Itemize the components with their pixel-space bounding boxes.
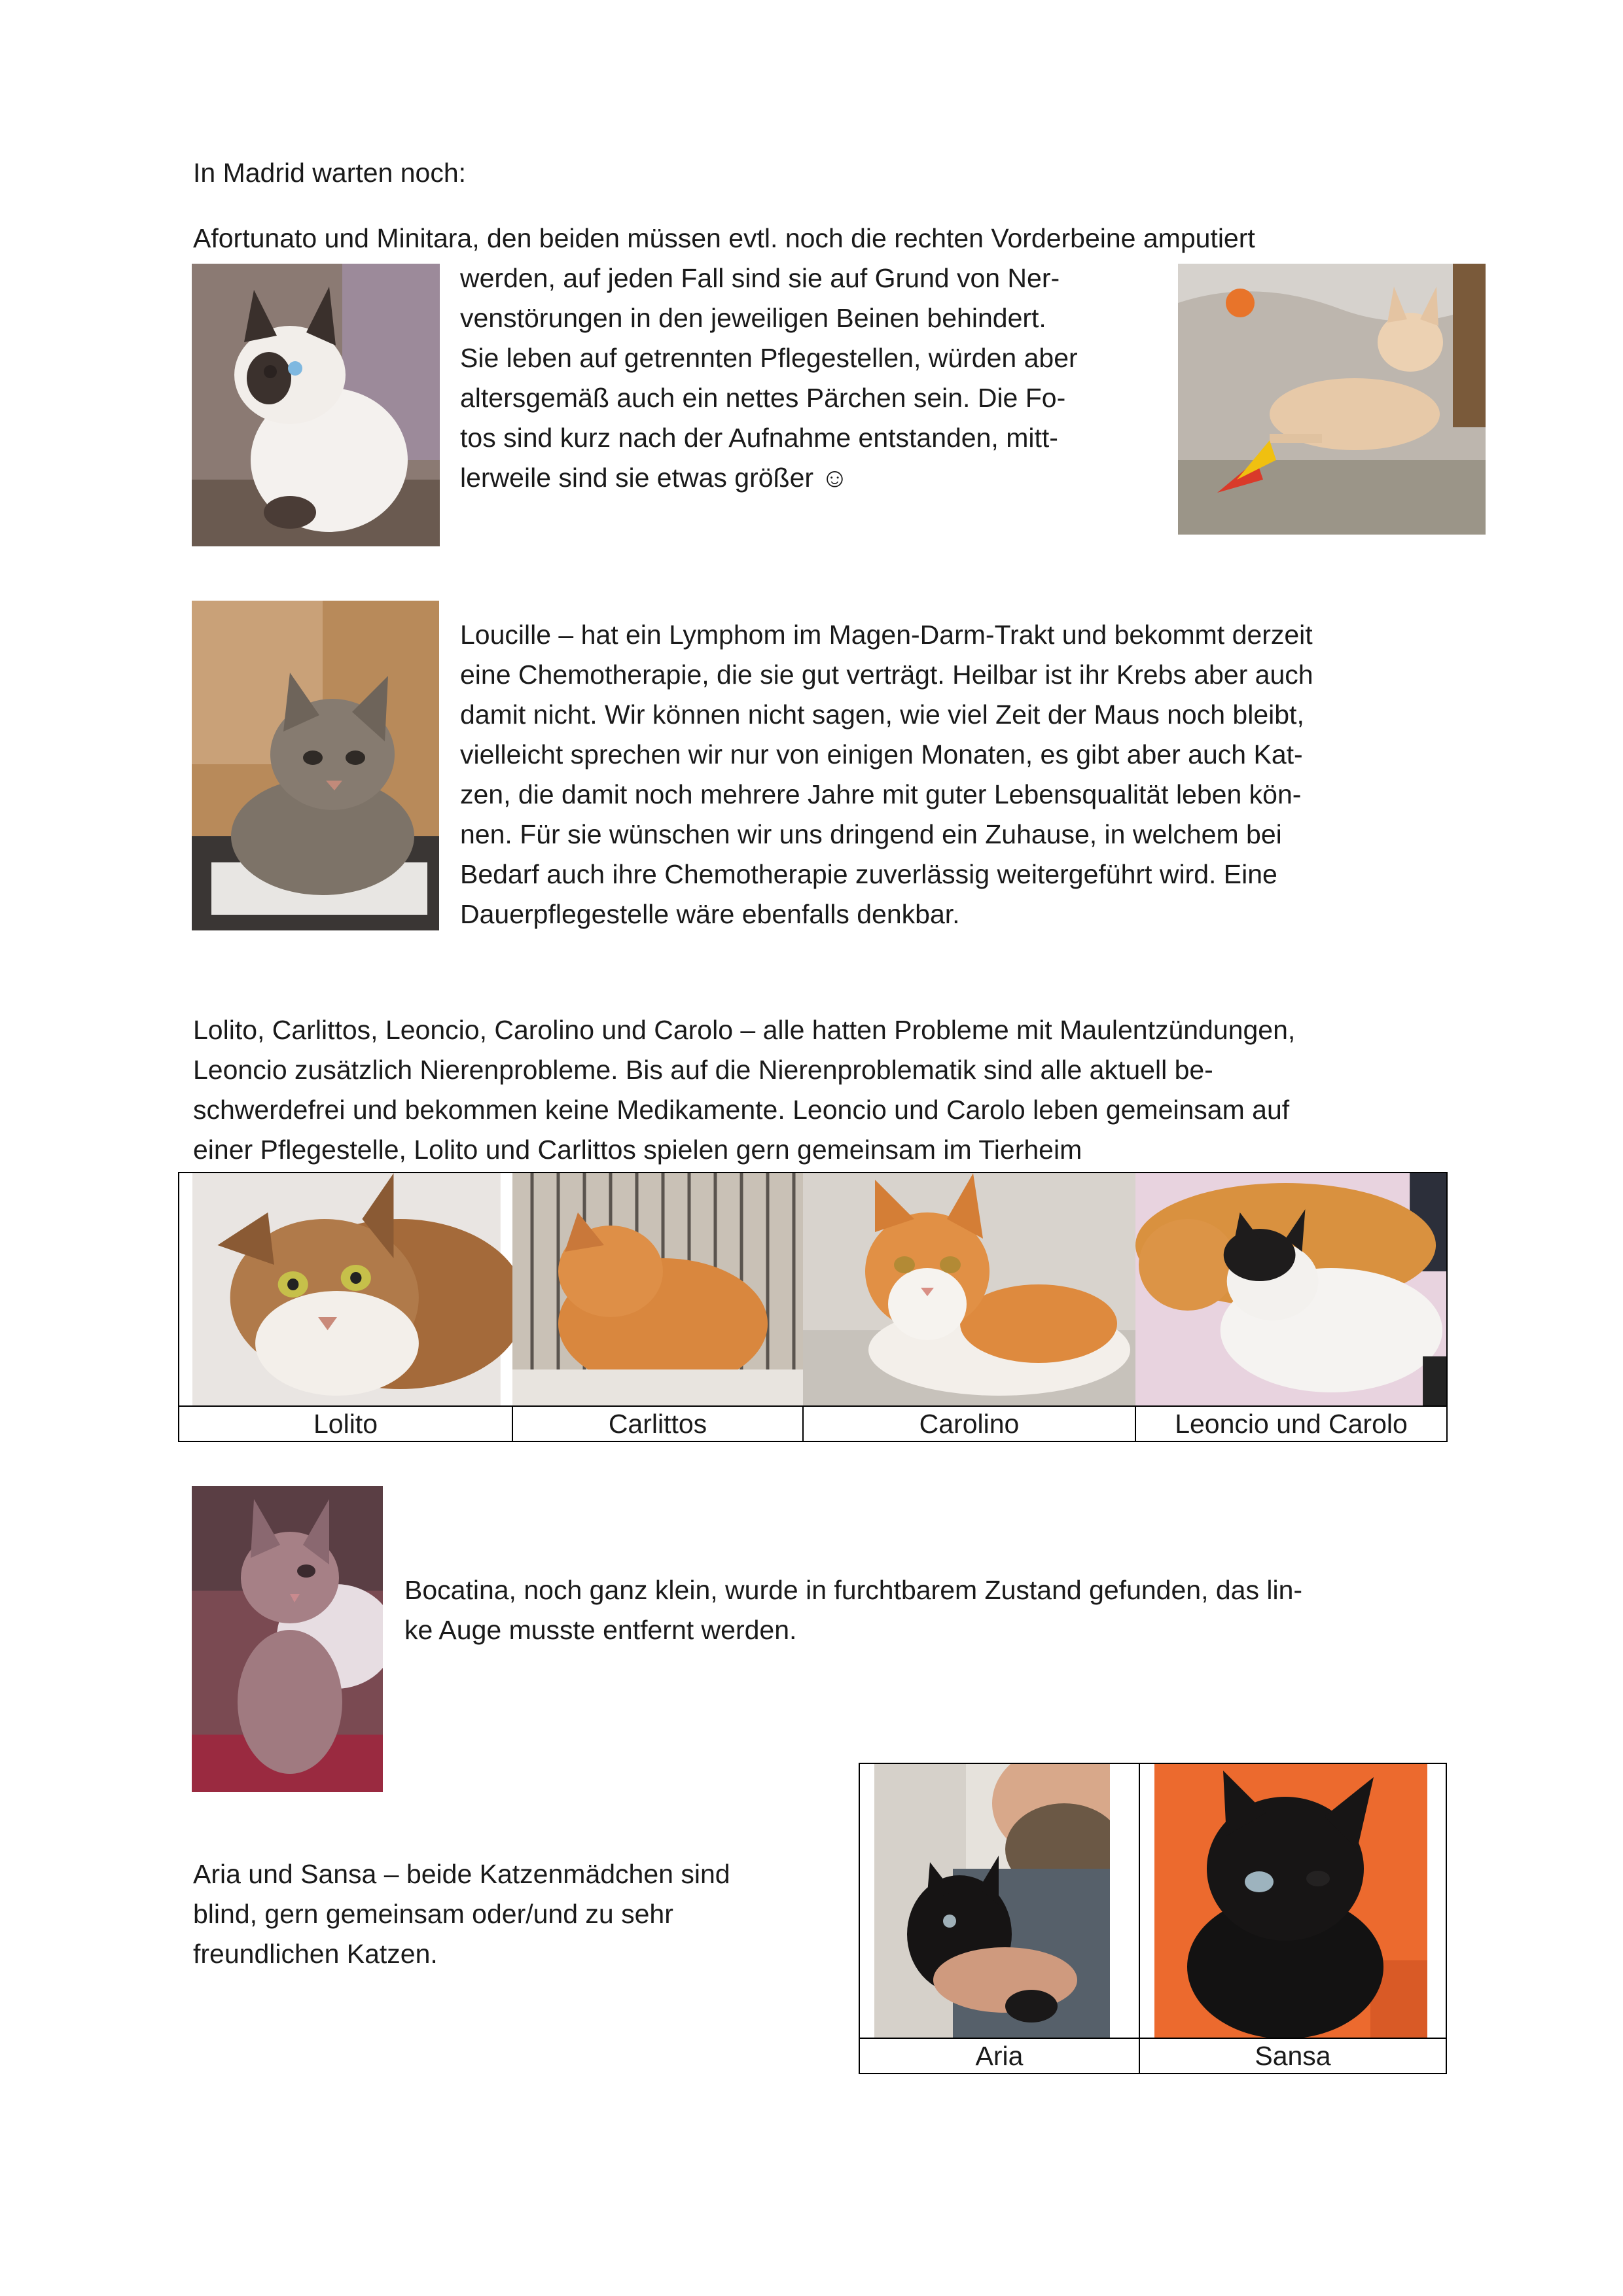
loucille-text-line: Dauerpflegestelle wäre ebenfalls denkbar.	[460, 899, 960, 929]
loucille-photo	[192, 601, 439, 930]
loucille-text-line: nen. Für sie wünschen wir uns dringend ein Zuhause, in welchem bei	[460, 819, 1282, 849]
leoncio-carolo-caption: Leoncio und Carolo	[1135, 1406, 1447, 1441]
leoncio-carolo-photo-cell	[1135, 1173, 1447, 1406]
loucille-text-line: damit nicht. Wir können nicht sagen, wie viel Zeit der Maus noch bleibt,	[460, 699, 1304, 730]
afortunato-photo	[192, 264, 440, 546]
bocatina-photo	[192, 1486, 383, 1792]
group-text-line: schwerdefrei und bekommen keine Medikamente. Leoncio und Carolo leben gemeinsam auf	[193, 1095, 1290, 1125]
loucille-text-line: eine Chemotherapie, die sie gut verträgt. Heilbar ist ihr Krebs aber auch	[460, 660, 1313, 690]
lolito-photo	[192, 1173, 513, 1405]
leoncio-carolo-photo	[1135, 1173, 1446, 1405]
bocatina-text-line: ke Auge musste entfernt werden.	[404, 1615, 797, 1645]
minitara-photo	[1178, 264, 1486, 535]
group-body	[193, 1010, 1502, 1170]
loucille-body	[460, 615, 1481, 934]
aria-sansa-photo-table	[859, 1763, 1447, 2074]
afortunato-body	[460, 258, 1147, 498]
aria-sansa-text-line: blind, gern gemeinsam oder/und zu sehr	[193, 1899, 673, 1929]
carlittos-photo-cell	[512, 1173, 803, 1406]
afortunato-text-line: tos sind kurz nach der Aufnahme entstanden, mitt-	[460, 423, 1058, 453]
carlittos-photo	[512, 1173, 803, 1405]
sansa-caption: Sansa	[1139, 2038, 1446, 2074]
bocatina-body	[404, 1570, 1452, 1650]
afortunato-text-line: altersgemäß auch ein nettes Pärchen sein. Die Fo-	[460, 383, 1066, 413]
loucille-text-line: vielleicht sprechen wir nur von einigen Monaten, es gibt aber auch Kat-	[460, 739, 1303, 769]
aria-caption: Aria	[859, 2038, 1139, 2074]
loucille-text-line: Loucille – hat ein Lymphom im Magen-Darm-Trakt und bekommt derzeit	[460, 620, 1313, 650]
lolito-photo-cell	[179, 1173, 512, 1406]
aria-sansa-text-line: freundlichen Katzen.	[193, 1939, 438, 1969]
sansa-photo-cell	[1139, 1763, 1446, 2038]
loucille-text-line: Bedarf auch ihre Chemotherapie zuverlässig weitergeführt wird. Eine	[460, 859, 1277, 889]
carolino-photo	[803, 1173, 1135, 1405]
sansa-photo	[1154, 1764, 1427, 2038]
bocatina-text-line: Bocatina, noch ganz klein, wurde in furchtbarem Zustand gefunden, das lin-	[404, 1575, 1303, 1605]
afortunato-text-line: werden, auf jeden Fall sind sie auf Grund von Ner-	[460, 263, 1060, 293]
afortunato-text-line: venstörungen in den jeweiligen Beinen behindert.	[460, 303, 1046, 333]
group-text-line: einer Pflegestelle, Lolito und Carlittos spielen gern gemeinsam im Tierheim	[193, 1135, 1082, 1165]
afortunato-text-line: lerweile sind sie etwas größer ☺	[460, 463, 849, 493]
aria-photo-cell	[859, 1763, 1139, 2038]
aria-sansa-body	[193, 1854, 847, 1974]
afortunato-lead-text: Afortunato und Minitara, den beiden müssen evtl. noch die rechten Vorderbeine amputiert	[193, 223, 1255, 253]
carolino-caption: Carolino	[803, 1406, 1135, 1441]
page-heading: In Madrid warten noch:	[193, 158, 467, 188]
aria-sansa-text-line: Aria und Sansa – beide Katzenmädchen sind	[193, 1859, 730, 1889]
group-text-line: Lolito, Carlittos, Leoncio, Carolino und Carolo – alle hatten Probleme mit Maulentzündungen,	[193, 1015, 1296, 1045]
group-photo-table	[178, 1172, 1448, 1442]
loucille-text-line: zen, die damit noch mehrere Jahre mit guter Lebensqualität leben kön-	[460, 779, 1302, 809]
lolito-caption: Lolito	[179, 1406, 512, 1441]
afortunato-text-line: Sie leben auf getrennten Pflegestellen, würden aber	[460, 343, 1078, 373]
carolino-photo-cell	[803, 1173, 1135, 1406]
aria-photo	[874, 1764, 1110, 2038]
carlittos-caption: Carlittos	[512, 1406, 803, 1441]
group-text-line: Leoncio zusätzlich Nierenprobleme. Bis auf die Nierenproblematik sind alle aktuell be-	[193, 1055, 1213, 1085]
